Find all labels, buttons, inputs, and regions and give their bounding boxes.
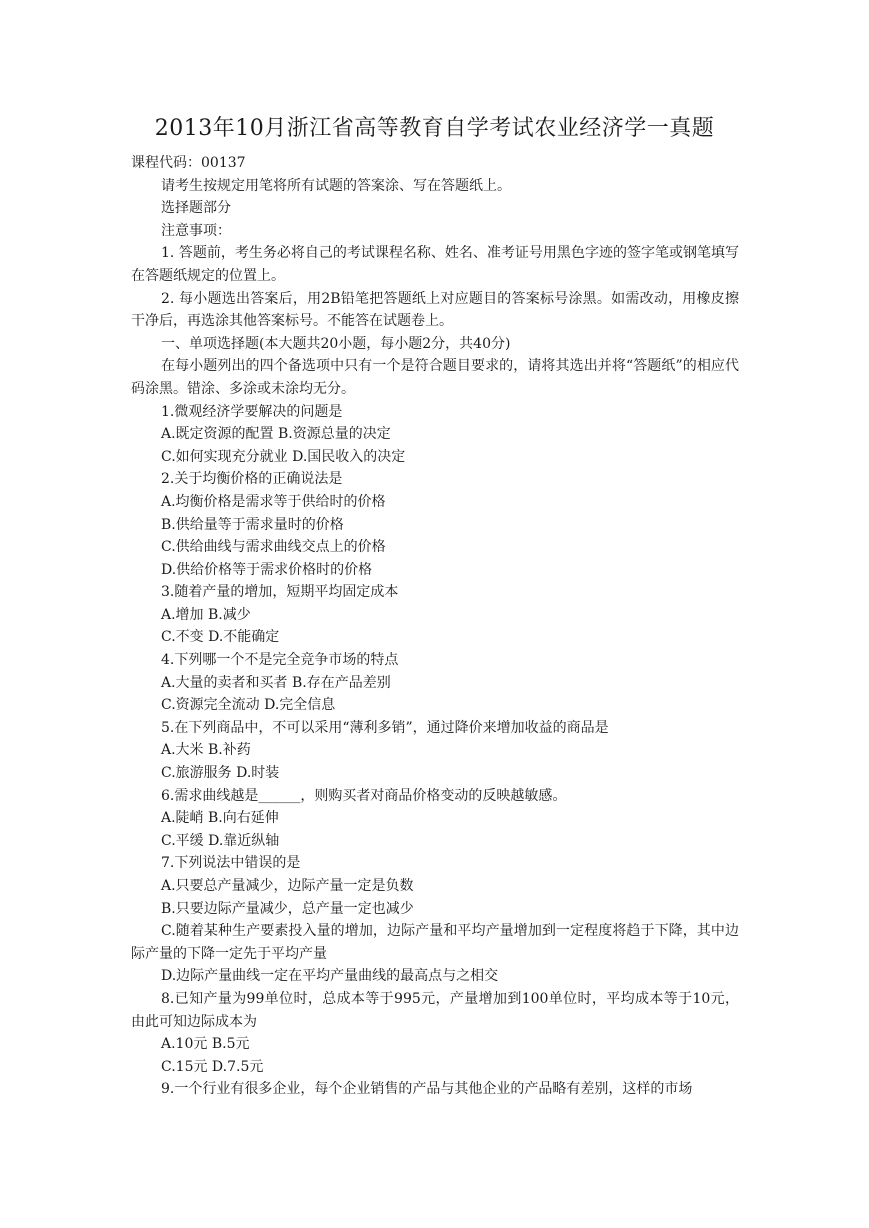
notes-label: 注意事项： [161,222,231,239]
question-stem: 6.需求曲线越是______，则购买者对商品价格变动的反映越敏感。 [161,787,567,804]
question-option: B.只要边际产量减少，总产量一定也减少 [161,900,414,917]
question-stem: 3.随着产量的增加，短期平均固定成本 [161,584,399,601]
question-options: C.资源完全流动 D.完全信息 [161,697,336,714]
question-stem: 5.在下列商品中，不可以采用“薄利多销”，通过降价来增加收益的商品是 [161,719,609,736]
part1-heading: 一、单项选择题(本大题共20小题，每小题2分，共40分) [161,335,511,352]
note-2: 2. 每小题选出答案后，用2B铅笔把答题纸上对应题目的答案标号涂黑。如需改动，用橡皮擦干净后，再选涂其他答案标号。不能答在试题卷上。 [131,290,739,330]
question-option: B.供给量等于需求量时的价格 [161,516,344,533]
question-option: A.只要总产量减少，边际产量一定是负数 [161,878,414,894]
question-options: A.大米 B.补药 [161,742,251,759]
document-body [131,152,739,1101]
course-code: 课程代码：00137 [131,155,246,171]
question-options: C.旅游服务 D.时装 [161,765,280,782]
note-1: 1. 答题前，考生务必将自己的考试课程名称、姓名、准考证号用黑色字迹的签字笔或钢笔填写在答题纸规定的位置上。 [131,245,739,284]
part1-description: 在每小题列出的四个备选项中只有一个是符合题目要求的，请将其选出并将“答题纸”的相应代码涂黑。错涂、多涂或未涂均无分。 [131,358,739,397]
question-option: A.均衡价格是需求等于供给时的价格 [161,493,386,510]
instruction: 请考生按规定用笔将所有试题的答案涂、写在答题纸上。 [161,177,511,194]
question-options: C.不变 D.不能确定 [161,629,280,646]
question-stem: 8.已知产量为99单位时，总成本等于995元，产量增加到100单位时，平均成本等于10元，由此可知边际成本为 [131,990,739,1030]
question-stem: 4.下列哪一个不是完全竞争市场的特点 [161,652,399,669]
question-option: D.供给价格等于需求价格时的价格 [161,561,373,578]
page-title: 2013年10月浙江省高等教育自学考试农业经济学一真题 [154,116,715,141]
question-options: A.陡峭 B.向右延伸 [161,810,279,827]
question-options: A.10元 B.5元 [161,1036,250,1053]
question-options: C.如何实现充分就业 D.国民收入的决定 [161,448,406,465]
question-options: C.15元 D.7.5元 [161,1058,264,1075]
question-stem: 9.一个行业有很多企业，每个企业销售的产品与其他企业的产品略有差别，这样的市场 [161,1081,693,1098]
section-label: 选择题部分 [161,200,231,217]
question-options: A.既定资源的配置 B.资源总量的决定 [161,426,391,443]
question-options: C.平缓 D.靠近纵轴 [161,832,280,849]
question-option: C.供给曲线与需求曲线交点上的价格 [161,539,386,556]
question-options: A.增加 B.减少 [161,606,251,623]
question-options: A.大量的卖者和买者 B.存在产品差别 [161,674,391,691]
question-stem: 7.下列说法中错误的是 [161,855,301,872]
question-option: C.随着某种生产要素投入量的增加，边际产量和平均产量增加到一定程度将趋于下降，其中边际产量的下降一定先于平均产量 [131,923,739,962]
question-stem: 2.关于均衡价格的正确说法是 [161,471,343,488]
question-option: D.边际产量曲线一定在平均产量曲线的最高点与之相交 [161,968,499,985]
question-stem: 1.微观经济学要解决的问题是 [161,403,343,420]
